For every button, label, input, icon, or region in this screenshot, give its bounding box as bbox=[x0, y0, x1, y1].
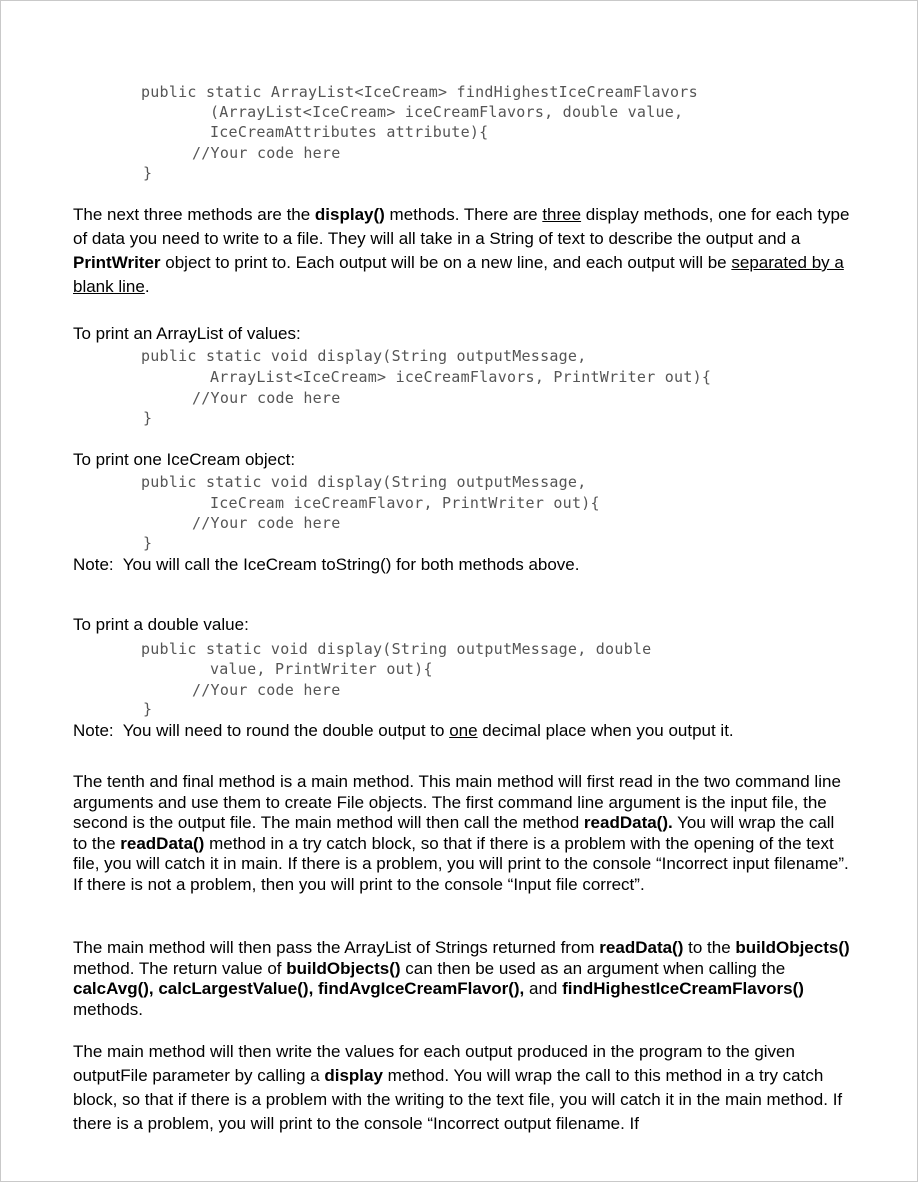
main-method-paragraph-2: The main method will then pass the ArrayList of Strings returned from readData() to the buildObjects() method. The return value of buildObjects() can then be used as an argument when calling the calcAvg(), calcLargestValue(), findAvgIceCreamFlavor(), and findHighestIceCreamFlavors() methods. bbox=[73, 938, 850, 1019]
display-methods-intro: The next three methods are the display() methods. There are three display methods, one for each type of data you need to write to a file. They will all take in a String of text to describe the output and a PrintWriter object to print to. Each output will be on a new line, and each output will be separated by a blank line. bbox=[73, 205, 850, 296]
section-label-double: To print a double value: bbox=[73, 615, 249, 634]
section-label-arraylist: To print an ArrayList of values: bbox=[73, 324, 301, 343]
main-method-paragraph-3: The main method will then write the values for each output produced in the program to the given outputFile parameter by calling a display method. You will wrap the call to this method in a try catch block, so that if there is a problem with the writing to the text file, you will catch it in the main method. If there is a problem, you will print to the console “Incorrect output filename. If bbox=[73, 1042, 843, 1133]
section-label-icecream: To print one IceCream object: bbox=[73, 450, 296, 469]
code-comment: //Your code here bbox=[192, 514, 341, 532]
code-signature-display-arraylist: public static void display(String outputMessage, bbox=[141, 347, 587, 365]
code-signature-find-highest: public static ArrayList<IceCream> findHighestIceCreamFlavors bbox=[141, 83, 698, 101]
code-comment: //Your code here bbox=[192, 144, 341, 162]
code-params-line: value, PrintWriter out){ bbox=[210, 660, 433, 678]
code-params-line: IceCream iceCreamFlavor, PrintWriter out){ bbox=[210, 494, 600, 512]
code-params-line: ArrayList<IceCream> iceCreamFlavors, PrintWriter out){ bbox=[210, 368, 712, 386]
code-closing-brace: } bbox=[143, 164, 153, 182]
main-method-paragraph-1: The tenth and final method is a main method. This main method will first read in the two command line arguments and use them to create File objects. The first command line argument is the input file, the second is the output file. The main method will then call the method readData(). You will wrap the call to the readData() method in a try catch block, so that if there is a problem with the opening of the text file, you will catch it in main. If there is a problem, you will print to the console “Incorrect input filename”. If there is not a problem, then you will print to the console “Input file correct”. bbox=[73, 772, 849, 894]
code-signature-display-double: public static void display(String outputMessage, double bbox=[141, 640, 652, 658]
note-rounding: Note: You will need to round the double output to one decimal place when you output it. bbox=[73, 721, 734, 740]
code-signature-display-icecream: public static void display(String outputMessage, bbox=[141, 473, 587, 491]
code-params-line: IceCreamAttributes attribute){ bbox=[210, 123, 489, 141]
code-closing-brace: } bbox=[143, 700, 153, 718]
code-closing-brace: } bbox=[143, 409, 153, 427]
code-comment: //Your code here bbox=[192, 681, 341, 699]
code-closing-brace: } bbox=[143, 534, 153, 552]
note-tostring: Note: You will call the IceCream toString() for both methods above. bbox=[73, 555, 580, 574]
code-comment: //Your code here bbox=[192, 389, 341, 407]
code-params-line: (ArrayList<IceCream> iceCreamFlavors, double value, bbox=[210, 103, 684, 121]
